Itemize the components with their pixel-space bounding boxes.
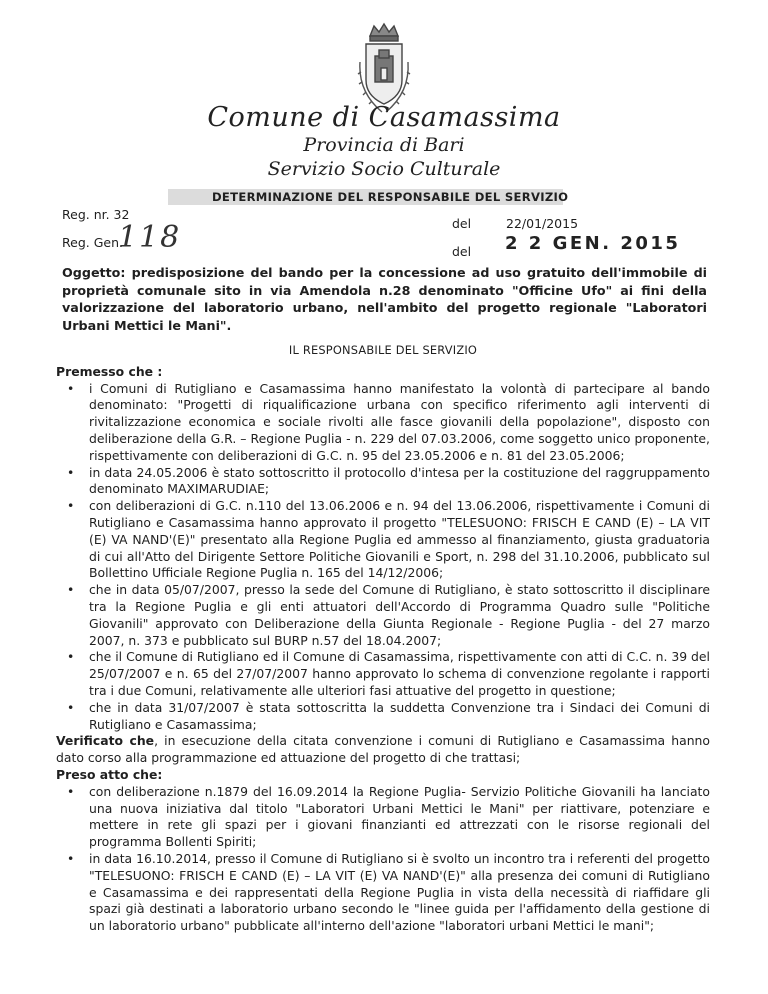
date-stamp: 2 2 GEN. 2015 — [505, 233, 681, 254]
reg-gen-handwritten-number: 118 — [118, 220, 182, 255]
bullet-icon: • — [67, 464, 75, 480]
servizio-name: Servizio Socio Culturale — [267, 158, 501, 180]
bullet-icon: • — [67, 582, 75, 598]
list-item: • in data 24.05.2006 è stato sottoscritto il protocollo d'intesa per la costituzione del raggruppamento denominato MAXIMARUDIAE; — [67, 464, 710, 497]
list-item: • con deliberazione n.1879 del 16.09.2014 la Regione Puglia- Servizio Politiche Giovanili ha lanciato una nuova iniziativa dal titolo "Laboratori Urbani Mettici le Mani" per riattivare, potenziare e mettere in rete gli spazi per i giovani finanzianti ed attrezzati con le risorse regionali del programma Bollenti Spiriti; — [67, 783, 710, 850]
premesso-list — [56, 381, 710, 734]
oggetto-block — [62, 264, 707, 334]
bullet-icon: • — [67, 380, 75, 396]
verificato-text: , in esecuzione della citata convenzione i comuni di Rutigliano e Casamassima hanno dato corso alla programmazione ed attuazione del progetto di che trattasi; — [56, 733, 710, 766]
comune-name: Comune di Casamassima — [207, 102, 561, 133]
provincia-name: Provincia di Bari — [303, 134, 465, 156]
bullet-icon: • — [67, 850, 75, 866]
document-body — [56, 342, 710, 935]
bullet-icon: • — [67, 783, 75, 799]
preso-atto-heading: Preso atto che: — [56, 766, 163, 782]
bullet-icon: • — [67, 649, 75, 665]
list-item: • in data 16.10.2014, presso il Comune di Rutigliano si è svolto un incontro tra i referenti del progetto "TELESUONO: FRISCH E CAND (E) – LA VIT (E) VA NAND'(E)" alla presenza dei comuni di Rutigliano e Casamassima e dei rappresentati della Regione Puglia in vista della necessità di riaffidare gli spazi già destinati a laboratorio urbano secondo le "linee guida per l'affidamento della gestione di un laboratorio urbano" pubblicate all'interno dell'azione "laboratori urbani Mettici le mani"; — [67, 850, 710, 934]
reg-nr: Reg. nr. 32 — [62, 207, 130, 222]
list-item: • che in data 05/07/2007, presso la sede del Comune di Rutigliano, è stato sottoscritto il disciplinare tra la Regione Puglia e gli enti attuatori dell'Accordo di Programma Quadro sulle "Politiche Giovanili" approvato con Deliberazione della Giunta Regionale - Regione Puglia - del 27 marzo 2007, n. 373 e pubblicato sul BURP n.57 del 18.04.2007; — [67, 582, 710, 648]
bullet-icon: • — [67, 498, 75, 514]
determinazione-title: DETERMINAZIONE DEL RESPONSABILE DEL SERVIZIO — [212, 190, 569, 204]
del-date-1: 22/01/2015 — [506, 216, 579, 231]
oggetto-label: Oggetto: — [62, 265, 126, 280]
oggetto-text: predisposizione del bando per la concessione ad uso gratuito dell'immobile di proprietà comunale sito in via Amendola n.28 denominato "Officine Ufo" ai fini della valorizzazione del laboratorio urbano, nell'ambito del progetto regionale "Laboratori Urbani Mettici le Mani". — [62, 265, 707, 333]
reg-gen-label: Reg. Gen. — [62, 235, 123, 250]
bullet-icon: • — [67, 699, 75, 715]
verificato-label: Verificato che — [56, 733, 155, 749]
premesso-heading: Premesso che : — [56, 363, 163, 379]
list-item: • i Comuni di Rutigliano e Casamassima hanno manifestato la volontà di partecipare al bando denominato: "Progetti di riqualificazione urbana con specifico riferimento agli interventi di rivitalizzazione economica e sociale rivolti alle fasce giovanili della popolazione", disposto con deliberazione della G.R. – Regione Puglia - n. 229 del 07.03.2006, come soggetto unico proponente, rispettivamente con deliberazioni di G.C. n. 95 del 23.05.2006 e n. 81 del 23.05.2006; — [67, 380, 710, 463]
list-item: • che in data 31/07/2007 è stata sottoscritta la suddetta Convenzione tra i Sindaci dei Comuni di Rutigliano e Casamassima; — [67, 699, 710, 732]
list-item: • con deliberazioni di G.C. n.110 del 13.06.2006 e n. 94 del 13.06.2006, rispettivamente i Comuni di Rutigliano e Casamassima hanno approvato il progetto "TELESUONO: FRISCH E CAND (E) – LA VIT (E) VA NAND'(E)" presentato alla Regione Puglia ed ammesso al finanziamento, giusta graduatoria di cui all'Atto del Dirigente Settore Politiche Giovanili e Sport, n. 298 del 31.10.2006, pubblicato sul Bollettino Ufficiale Regione Puglia n. 165 del 14/12/2006; — [67, 498, 710, 581]
responsabile-heading: IL RESPONSABILE DEL SERVIZIO — [288, 343, 478, 357]
del-label-1: del — [452, 216, 472, 231]
list-item: • che il Comune di Rutigliano ed il Comune di Casamassima, rispettivamente con atti di C.C. n. 39 del 25/07/2007 e n. 65 del 27/07/2007 hanno approvato lo schema di convenzione regolante i rapporti tra i due Comuni, relativamente alle ulteriori fasi attuative del progetto in questione; — [67, 649, 710, 698]
del-label-2: del — [452, 244, 472, 259]
verificato-paragraph — [56, 733, 710, 767]
preso-atto-list — [56, 784, 710, 935]
